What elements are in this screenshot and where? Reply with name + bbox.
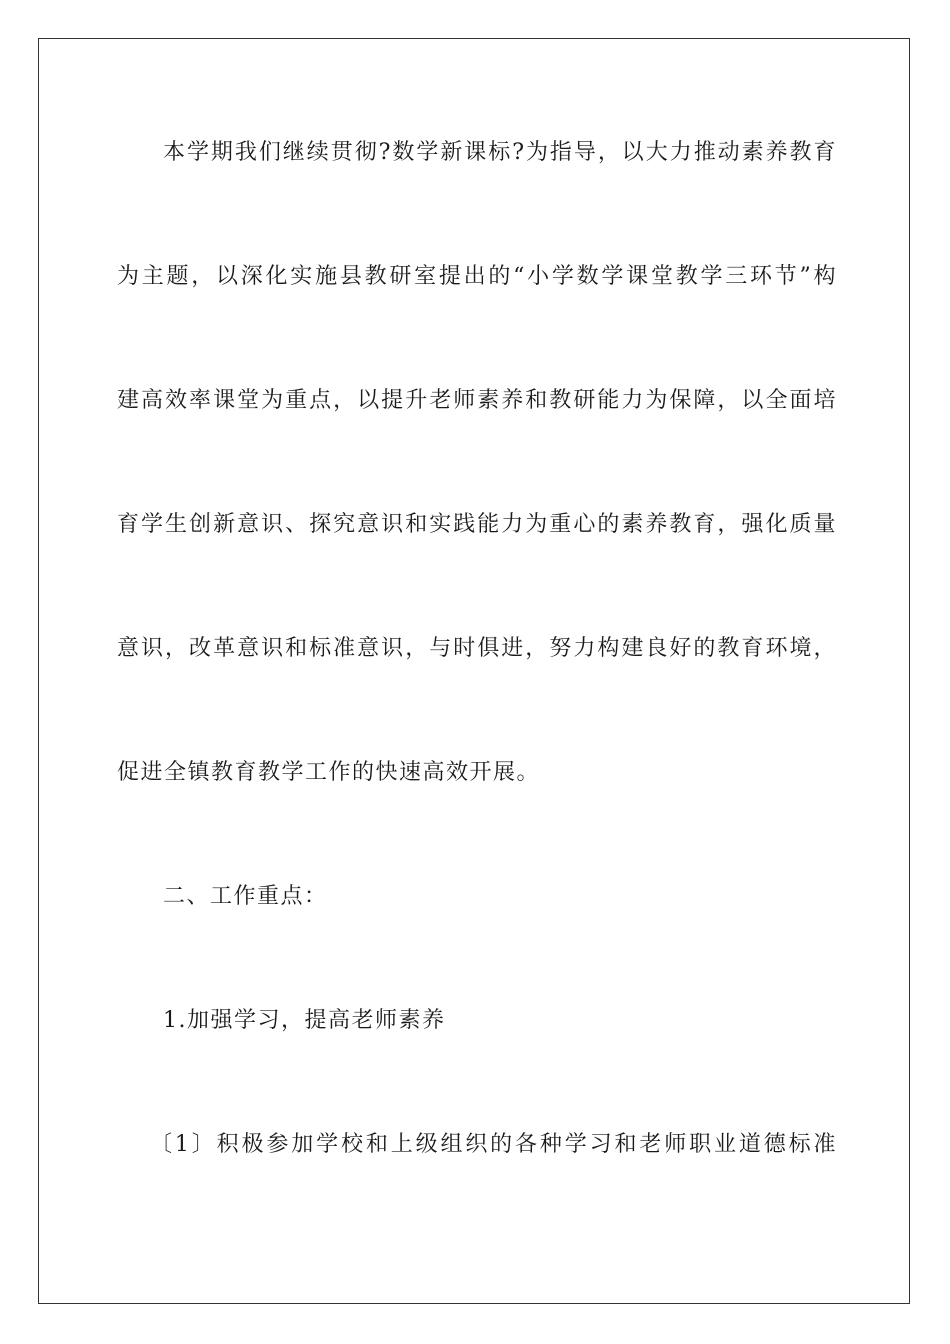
paragraph-line-3: 建高效率课堂为重点，以提升老师素养和教研能力为保障，以全面培 — [117, 388, 837, 413]
list-item-1: 〔1〕积极参加学校和上级组织的各种学习和老师职业道德标准 — [150, 1132, 837, 1157]
paragraph-line-5: 意识，改革意识和标准意识，与时俱进，努力构建良好的教育环境， — [117, 636, 837, 661]
paragraph-line-4: 育学生创新意识、探究意识和实践能力为重心的素养教育，强化质量 — [117, 512, 837, 537]
page-border — [38, 38, 910, 1304]
paragraph-line-6: 促进全镇教育教学工作的快速高效开展。 — [117, 760, 541, 785]
section-heading: 二、工作重点： — [163, 884, 328, 909]
paragraph-line-2: 为主题，以深化实施县教研室提出的“小学数学课堂教学三环节”构 — [117, 264, 837, 289]
subheading-1: 1.加强学习，提高老师素养 — [163, 1008, 446, 1033]
paragraph-line-1: 本学期我们继续贯彻?数学新课标?为指导，以大力推动素养教育 — [163, 140, 837, 165]
